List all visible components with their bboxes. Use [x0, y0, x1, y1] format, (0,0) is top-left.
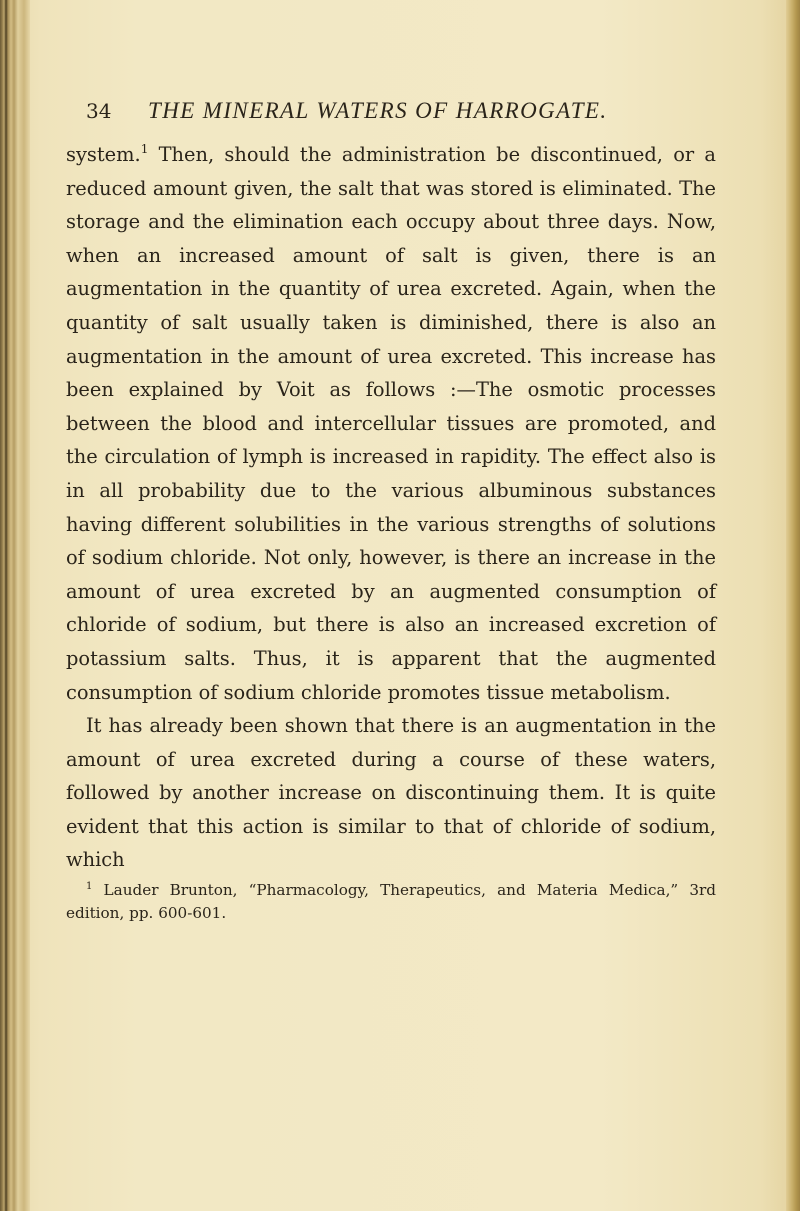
running-head	[60, 98, 720, 132]
paragraph-1-lead: system.	[66, 143, 141, 166]
paragraph-1-text: Then, should the administration be discontinued, or a reduced amount given, the salt that was stored is eliminated. The storage and the elimination each occupy about three days. Now, when an increased amount of salt is given, there is an augmentation in the quantity of urea excreted. Again, when the quantity of salt usually taken is diminished, there is also an augmentation in the amount of urea excreted. This increase has been explained by Voit as follows :—The osmotic processes between the blood and intercellular tissues are promoted, and the circulation of lymph is increased in rapidity. The effect also is in all probability due to the various albuminous substances having different solubilities in the various strengths of solutions of sodium chloride. Not only, however, is there an increase in the amount of urea excreted by an augmented consumption of chloride of sodium, but there is also an increased excretion of potassium salts. Thus, it is apparent that the augmented consumption of sodium chloride promotes tissue metabolism.	[66, 143, 716, 704]
book-page	[60, 98, 720, 925]
footnote-marker: 1	[86, 881, 93, 893]
body-text	[60, 138, 720, 877]
footnote-text: Lauder Brunton, “Pharmacology, Therapeutics, and Materia Medica,” 3rd edition, pp. 600-601.	[66, 881, 716, 923]
footnote-reference: 1	[140, 142, 149, 156]
paragraph-1	[66, 138, 716, 709]
page-edge	[786, 0, 800, 1211]
paragraph-2: It has already been shown that there is an augmentation in the amount of urea excreted during a course of these waters, followed by another increase on discontinuing them. It is quite evident that this action is similar to that of chloride of sodium, which	[66, 714, 716, 872]
book-gutter	[0, 0, 30, 1211]
running-title: THE MINERAL WATERS OF HARROGATE.	[148, 98, 608, 123]
page-number: 34	[86, 99, 112, 123]
footnote	[60, 879, 720, 925]
